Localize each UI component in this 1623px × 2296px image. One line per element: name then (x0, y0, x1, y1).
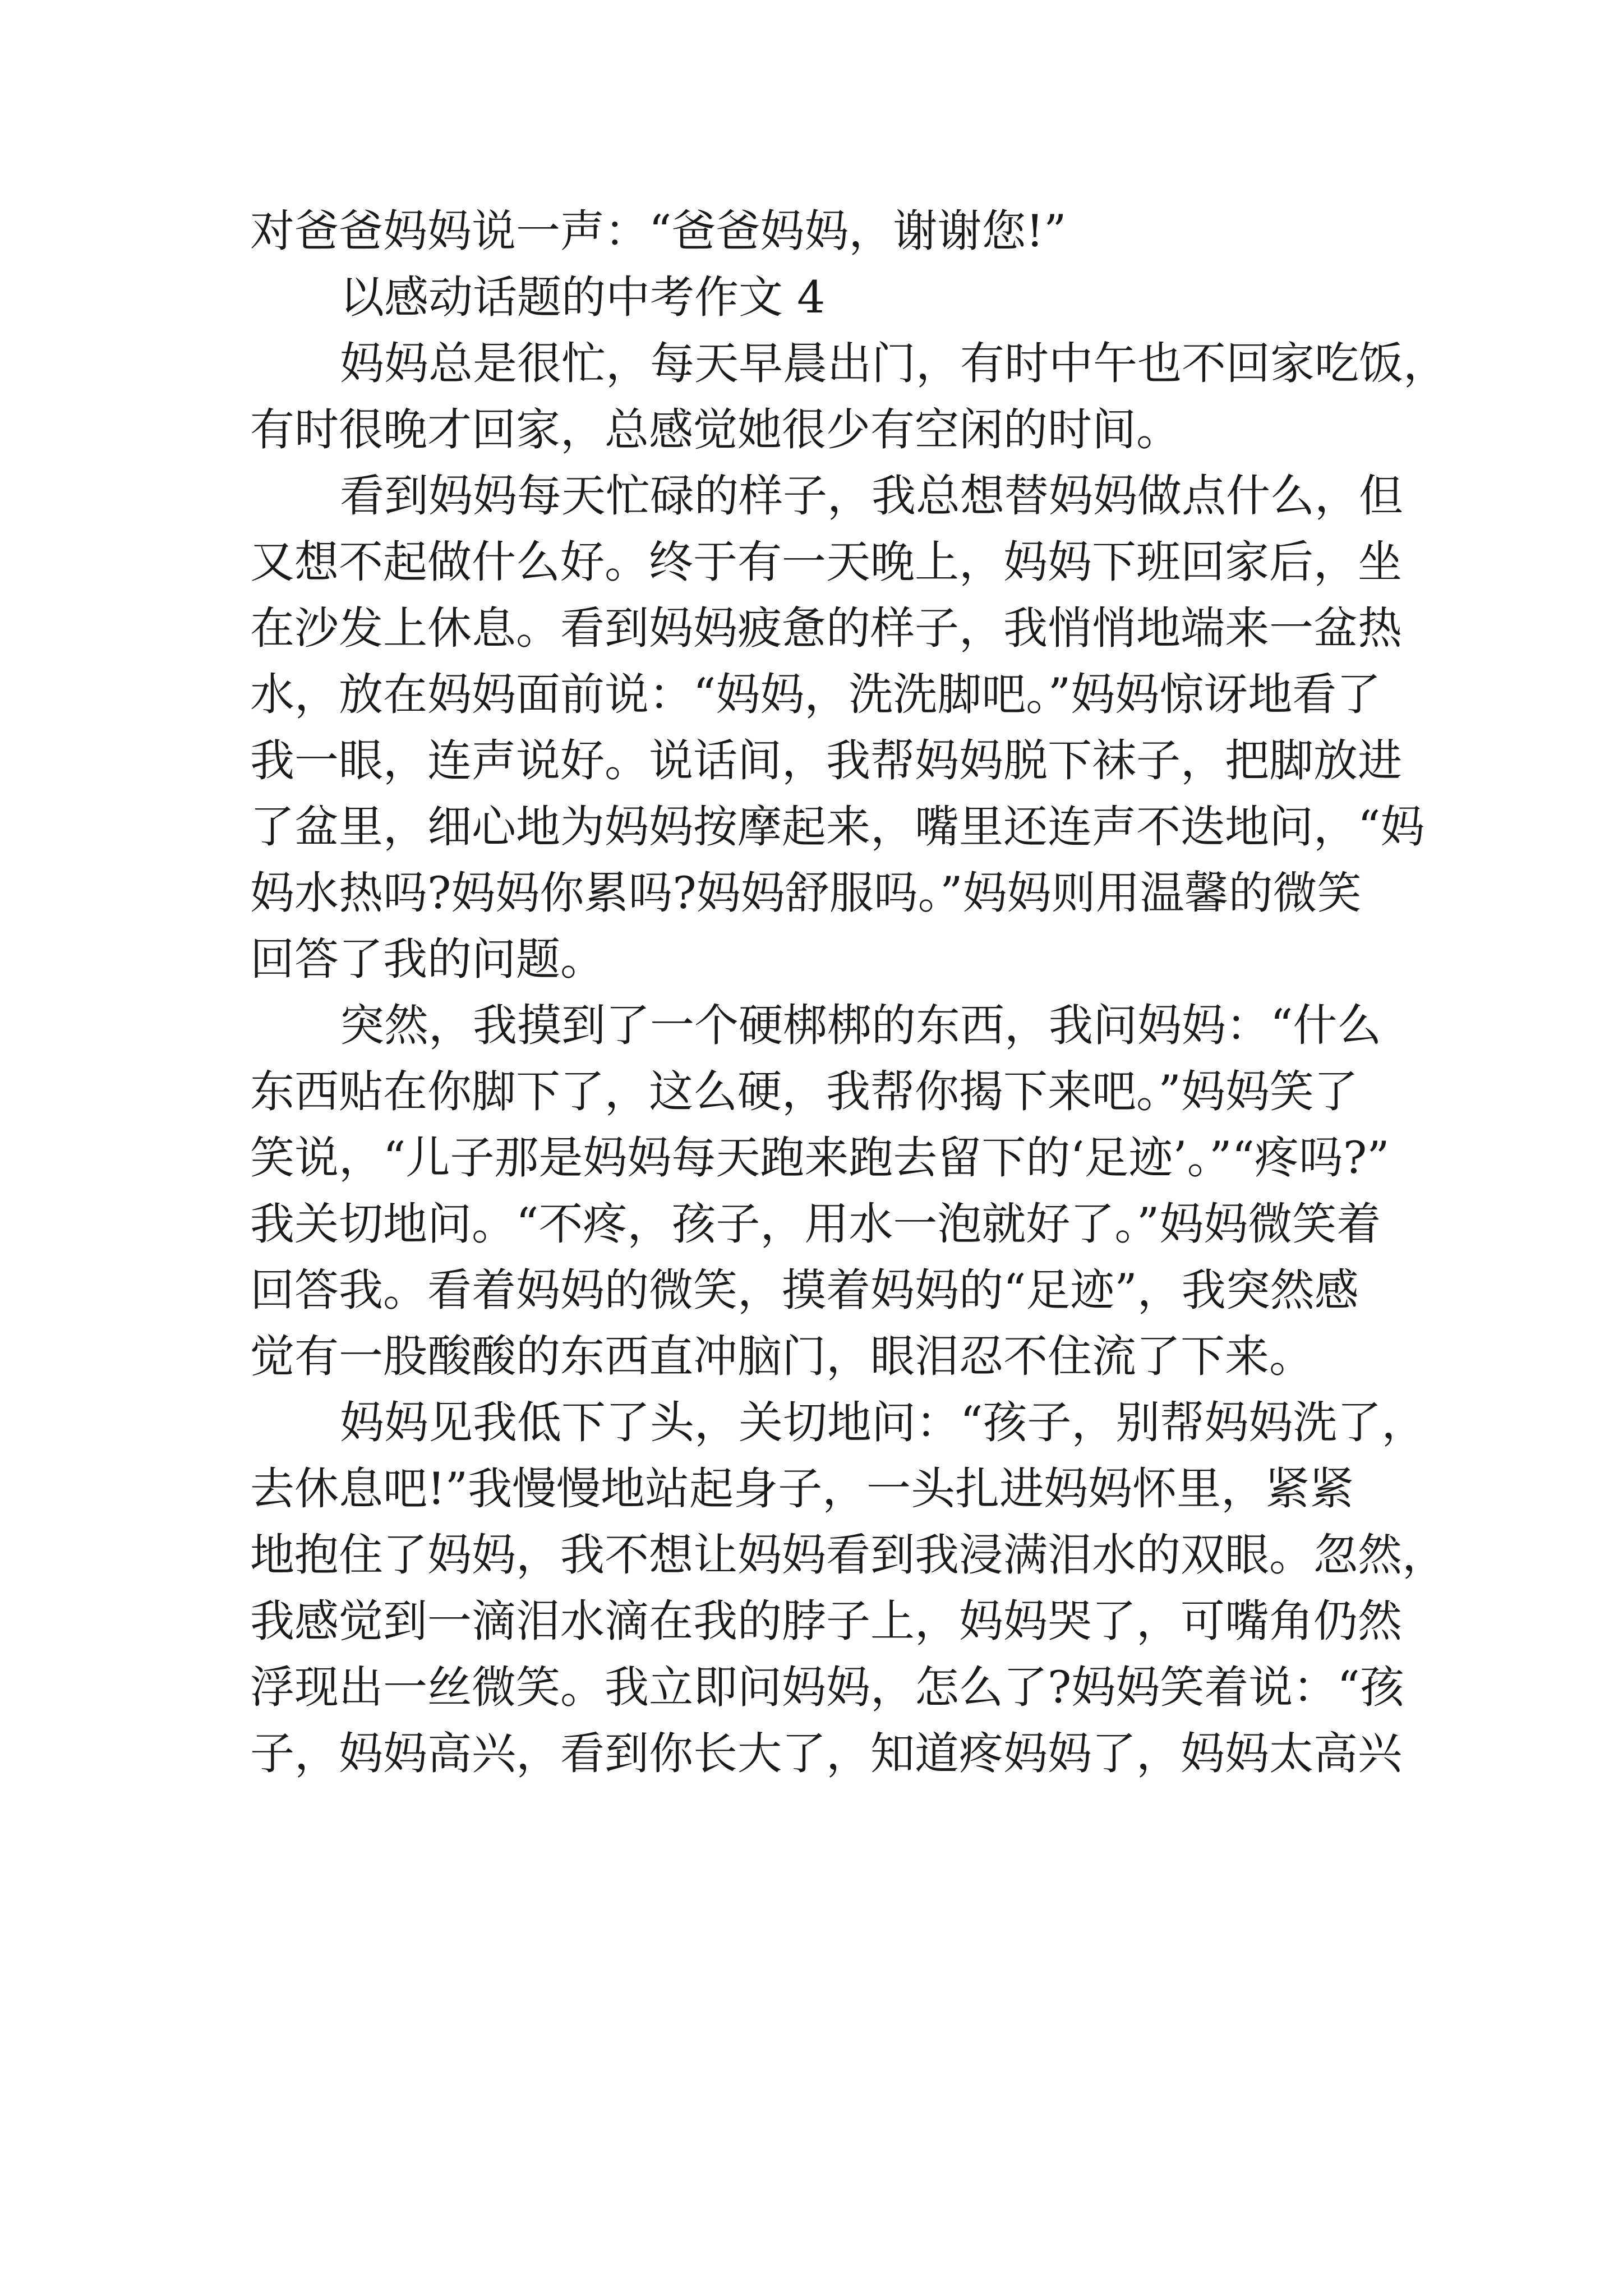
text-line: 去休息吧!”我慢慢地站起身子，一头扎进妈妈怀里，紧紧 (250, 1463, 1354, 1515)
text-line: 妈水热吗?妈妈你累吗?妈妈舒服吗。”妈妈则用温馨的微笑 (250, 867, 1362, 919)
text-line: 了盆里，细心地为妈妈按摩起来，嘴里还连声不迭地问，“妈 (250, 801, 1425, 853)
text-line: 地抱住了妈妈，我不想让妈妈看到我浸满泪水的双眼。忽然， (250, 1529, 1446, 1581)
text-line: 回答我。看着妈妈的微笑，摸着妈妈的“足迹”，我突然感 (250, 1264, 1359, 1316)
text-line: 妈妈总是很忙，每天早晨出门，有时中午也不回家吃饭， (340, 338, 1447, 389)
text-line: 在沙发上休息。看到妈妈疲惫的样子，我悄悄地端来一盆热 (250, 602, 1402, 654)
text-line: 妈妈见我低下了头，关切地问：“孩子，别帮妈妈洗了， (340, 1397, 1426, 1448)
text-line: 有时很晚才回家，总感觉她很少有空闲的时间。 (250, 404, 1181, 455)
text-line: 回答了我的问题。 (250, 933, 605, 985)
text-line: 又想不起做什么好。终于有一天晚上，妈妈下班回家后，坐 (250, 536, 1402, 588)
text-line: 子，妈妈高兴，看到你长大了，知道疼妈妈了，妈妈太高兴 (250, 1728, 1402, 1779)
text-line: 水，放在妈妈面前说：“妈妈，洗洗脚吧。”妈妈惊讶地看了 (250, 669, 1381, 720)
text-line: 对爸爸妈妈说一声：“爸爸妈妈，谢谢您!” (250, 205, 1067, 257)
text-line: 笑说，“儿子那是妈妈每天跑来跑去留下的‘足迹’。”“疼吗?” (250, 1132, 1390, 1184)
text-line: 觉有一股酸酸的东西直冲脑门，眼泪忍不住流了下来。 (250, 1331, 1313, 1382)
text-line: 我感觉到一滴泪水滴在我的脖子上，妈妈哭了，可嘴角仍然 (250, 1595, 1402, 1647)
text-line: 突然，我摸到了一个硬梆梆的东西，我问妈妈：“什么 (340, 1000, 1382, 1051)
section-heading: 以感动话题的中考作文 4 (340, 272, 826, 323)
text-line: 东西贴在你脚下了，这么硬，我帮你揭下来吧。”妈妈笑了 (250, 1066, 1358, 1117)
text-line: 我一眼，连声说好。说话间，我帮妈妈脱下袜子，把脚放进 (250, 735, 1402, 786)
text-line: 浮现出一丝微笑。我立即问妈妈，怎么了?妈妈笑着说：“孩 (250, 1662, 1404, 1713)
text-line: 看到妈妈每天忙碌的样子，我总想替妈妈做点什么，但 (340, 470, 1403, 522)
text-line: 我关切地问。“不疼，孩子，用水一泡就好了。”妈妈微笑着 (250, 1198, 1381, 1250)
